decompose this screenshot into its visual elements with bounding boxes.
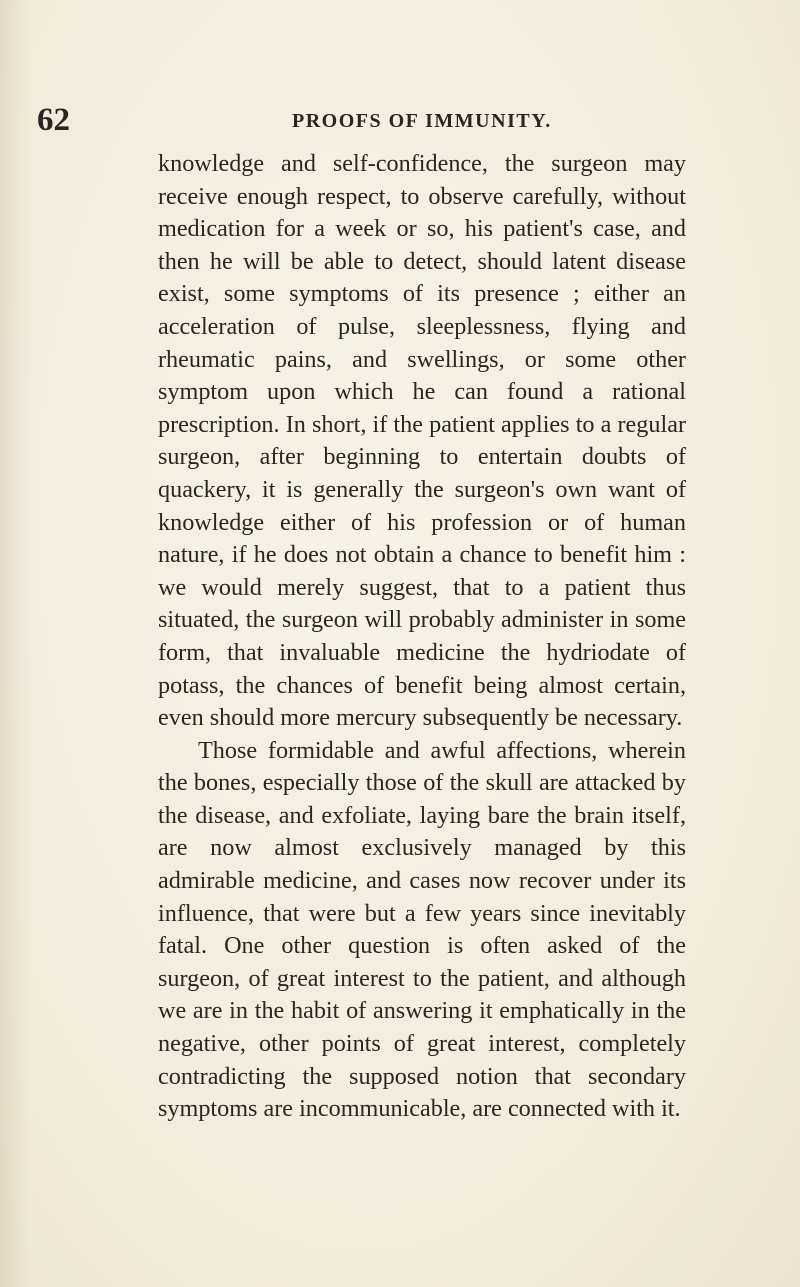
page-number: 62	[37, 102, 70, 138]
paragraph: knowledge and self-confidence, the surgeon may receive enough respect, to observe carefully, without medication for a week or so, his patient's case, and then he will be able to detect, should latent disease exist, some symptoms of its presence ; either an acceleration of pulse, sleeplessness, flying and rheumatic pains, and swellings, or some other symptom upon which he can found a rational prescription. In short, if the patient applies to a regular surgeon, after beginning to entertain doubts of quackery, it is generally the surgeon's own want of knowledge either of his profession or of human nature, if he does not obtain a chance to benefit him : we would merely suggest, that to a patient thus situated, the surgeon will probably administer in some form, that invaluable medicine the hydriodate of potass, the chances of benefit being almost certain, even should more mercury subsequently be necessary.	[158, 150, 686, 732]
running-title: PROOFS OF IMMUNITY.	[292, 110, 552, 132]
page-edge-shadow	[0, 0, 30, 1287]
paragraph: Those formidable and awful affections, wherein the bones, especially those of the skull are attacked by the disease, and exfoliate, laying bare the brain itself, are now almost exclusively managed by this admirable medicine, and cases now recover under its influence, that were but a few years since inevitably fatal. One other question is often asked of the surgeon, of great interest to the patient, and although we are in the habit of answering it emphatically in the negative, other points of great interest, completely contradicting the supposed notion that secondary symptoms are incommunicable, are connected with it.	[158, 736, 686, 1123]
running-head	[0, 100, 800, 140]
body-text	[158, 148, 686, 1126]
